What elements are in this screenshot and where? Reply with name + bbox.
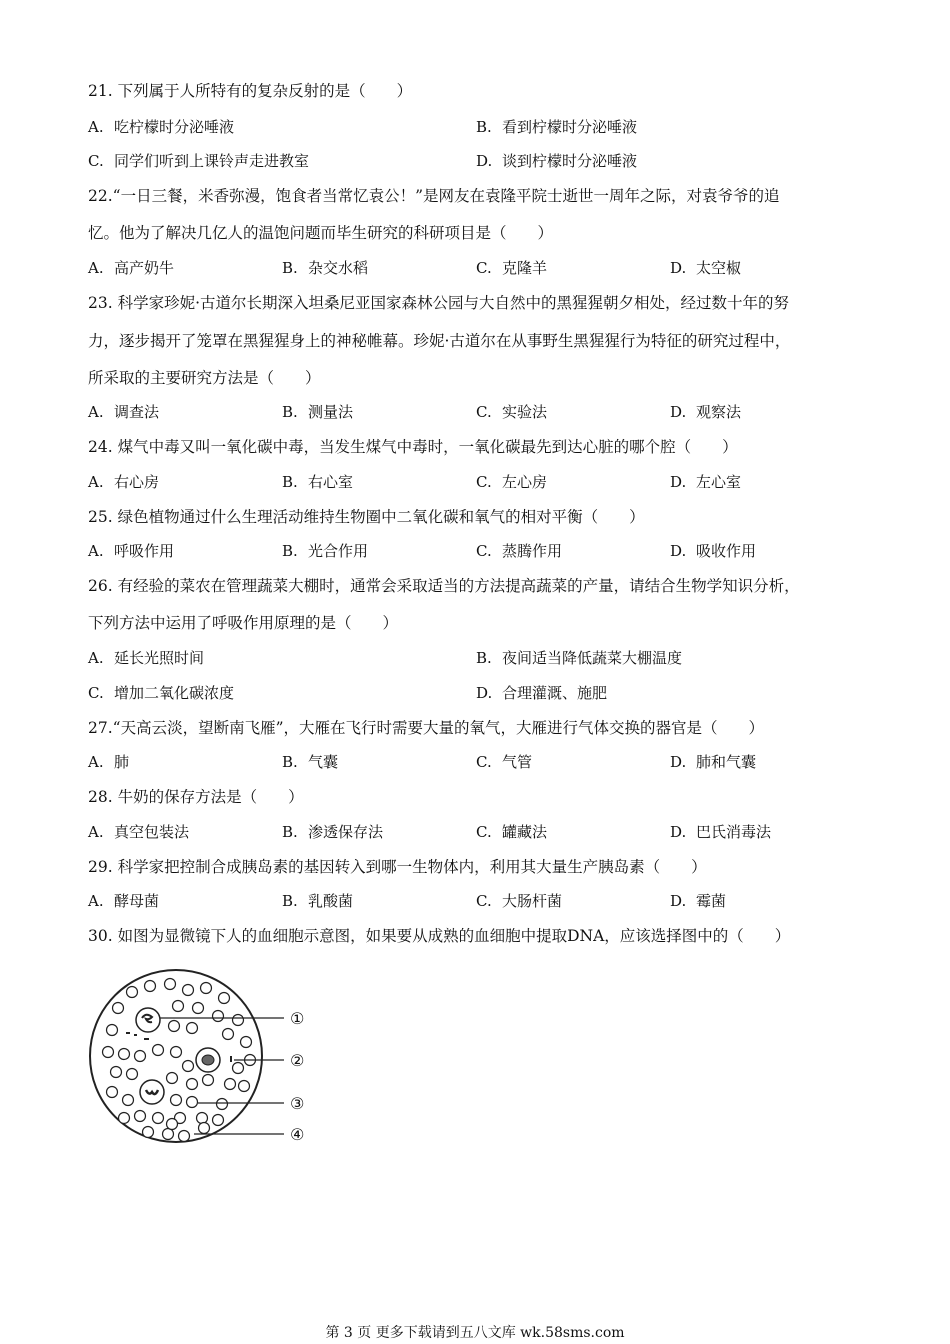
question-27-option-b: B. 气囊 [282,753,339,771]
question-26-stem: 26. 有经验的菜农在管理蔬菜大棚时，通常会采取适当的方法提高蔬菜的产量，请结合生物学知识分析， [88,577,800,595]
question-28-option-d: D. 巴氏消毒法 [670,823,772,841]
red-blood-cell [171,1095,182,1106]
white-blood-cell-1 [136,1008,160,1032]
question-23-stem-line2: 力，逐步揭开了笼罩在黑猩猩身上的神秘帷幕。珍妮·古道尔在从事野生黑猩猩行为特征的研究过程中， [88,332,791,350]
red-blood-cell [187,1097,198,1108]
question-23-option-b: B. 测量法 [282,403,354,421]
question-29-option-a: A. 酵母菌 [88,892,160,910]
red-blood-cell [169,1021,180,1032]
question-26-option-d: D. 合理灌溉、施肥 [476,684,608,702]
question-22-stem: 22.“一日三餐，米香弥漫，饱食者当常忆袁公！”是网友在袁隆平院士逝世一周年之际，对袁爷爷的追 [88,187,780,205]
label-2: ② [290,1051,305,1070]
red-blood-cell [163,1129,174,1140]
question-26-option-b: B. 夜间适当降低蔬菜大棚温度 [476,649,683,667]
question-26-stem-line2: 下列方法中运用了呼吸作用原理的是（ ） [88,614,399,632]
question-21-option-c: C. 同学们听到上课铃声走进教室 [88,152,310,170]
question-23-option-a: A. 调查法 [88,403,160,421]
red-blood-cell [167,1119,178,1130]
red-blood-cell [113,1003,124,1014]
red-blood-cell [213,1011,224,1022]
red-blood-cell [203,1075,214,1086]
red-blood-cell [103,1047,114,1058]
red-blood-cell [183,985,194,996]
red-blood-cell [171,1047,182,1058]
question-25-option-b: B. 光合作用 [282,542,369,560]
red-blood-cell [135,1111,146,1122]
red-blood-cell [145,981,156,992]
red-blood-cell [107,1087,118,1098]
question-29-stem: 29. 科学家把控制合成胰岛素的基因转入到哪一生物体内，利用其大量生产胰岛素（ ） [88,858,707,876]
red-blood-cell [167,1073,178,1084]
blood-cell-diagram [88,968,328,1148]
red-blood-cell [197,1113,208,1124]
red-blood-cell [187,1079,198,1090]
red-blood-cell [179,1131,190,1142]
question-27-option-a: A. 肺 [88,753,130,771]
question-24-option-b: B. 右心室 [282,473,354,491]
question-25-option-c: C. 蒸腾作用 [476,542,563,560]
question-25-option-d: D. 吸收作用 [670,542,757,560]
red-blood-cell [217,1099,228,1110]
red-blood-cell [241,1037,252,1048]
question-21-option-b: B. 看到柠檬时分泌唾液 [476,118,638,136]
red-blood-cell [153,1045,164,1056]
question-23-option-d: D. 观察法 [670,403,742,421]
question-28-option-b: B. 渗透保存法 [282,823,384,841]
red-blood-cell [111,1067,122,1078]
label-4: ④ [290,1125,305,1144]
question-27-stem: 27.“天高云淡，望断南飞雁”，大雁在飞行时需要大量的氧气，大雁进行气体交换的器官是（ ） [88,719,765,737]
question-28-option-a: A. 真空包装法 [88,823,190,841]
question-21-stem: 21. 下列属于人所特有的复杂反射的是（ ） [88,82,413,100]
red-blood-cell [223,1029,234,1040]
question-24-stem: 24. 煤气中毒又叫一氧化碳中毒，当发生煤气中毒时，一氧化碳最先到达心脏的哪个腔（ ） [88,438,738,456]
question-28-option-c: C. 罐藏法 [476,823,548,841]
red-blood-cell [225,1079,236,1090]
question-25-option-a: A. 呼吸作用 [88,542,175,560]
red-blood-cell [199,1123,210,1134]
question-22-option-b: B. 杂交水稻 [282,259,369,277]
red-blood-cell [219,993,230,1004]
red-blood-cell [193,1003,204,1014]
question-24-option-a: A. 右心房 [88,473,160,491]
question-25-stem: 25. 绿色植物通过什么生理活动维持生物圈中二氧化碳和氧气的相对平衡（ ） [88,508,645,526]
red-blood-cell [153,1113,164,1124]
label-3: ③ [290,1094,305,1113]
question-29-option-c: C. 大肠杆菌 [476,892,563,910]
white-blood-cell-2 [196,1048,220,1072]
question-24-option-c: C. 左心房 [476,473,548,491]
red-blood-cell [213,1115,224,1126]
question-22-option-c: C. 克隆羊 [476,259,548,277]
question-21-option-d: D. 谈到柠檬时分泌唾液 [476,152,638,170]
question-22-option-d: D. 太空椒 [670,259,742,277]
question-28-stem: 28. 牛奶的保存方法是（ ） [88,788,304,806]
red-blood-cell [233,1015,244,1026]
red-blood-cell [165,979,176,990]
red-blood-cell [123,1095,134,1106]
question-23-stem-line3: 所采取的主要研究方法是（ ） [88,369,321,387]
red-blood-cell [183,1061,194,1072]
figure-labels [290,1009,304,1144]
question-21-option-a: A. 吃柠檬时分泌唾液 [88,118,235,136]
question-27-option-d: D. 肺和气囊 [670,753,757,771]
question-27-option-c: C. 气管 [476,753,533,771]
red-blood-cell [127,987,138,998]
white-blood-cell-3 [140,1080,164,1104]
red-blood-cell [201,983,212,994]
red-blood-cell [119,1049,130,1060]
question-29-option-b: B. 乳酸菌 [282,892,354,910]
question-29-option-d: D. 霉菌 [670,892,727,910]
red-blood-cell [119,1113,130,1124]
question-26-option-a: A. 延长光照时间 [88,649,205,667]
red-blood-cell [107,1025,118,1036]
question-26-option-c: C. 增加二氧化碳浓度 [88,684,235,702]
red-blood-cell [173,1001,184,1012]
red-blood-cell [143,1127,154,1138]
red-blood-cell [135,1051,146,1062]
question-22-stem-line2: 忆。他为了解决几亿人的温饱问题而毕生研究的科研项目是（ ） [88,224,554,242]
question-23-stem: 23. 科学家珍妮·古道尔长期深入坦桑尼亚国家森林公园与大自然中的黑猩猩朝夕相处，经过数十年的努 [88,294,790,312]
red-blood-cell [239,1081,250,1092]
red-blood-cell [127,1069,138,1080]
red-blood-cell [187,1023,198,1034]
page-footer: 第 3 页 更多下载请到五八文库 wk.58sms.com [325,1325,625,1341]
question-30-stem: 30. 如图为显微镜下人的血细胞示意图，如果要从成熟的血细胞中提取DNA，应该选择图中的（ ） [88,927,791,945]
question-23-option-c: C. 实验法 [476,403,548,421]
question-24-option-d: D. 左心室 [670,473,742,491]
label-1: ① [290,1009,305,1028]
question-22-option-a: A. 高产奶牛 [88,259,175,277]
red-blood-cell [233,1063,244,1074]
